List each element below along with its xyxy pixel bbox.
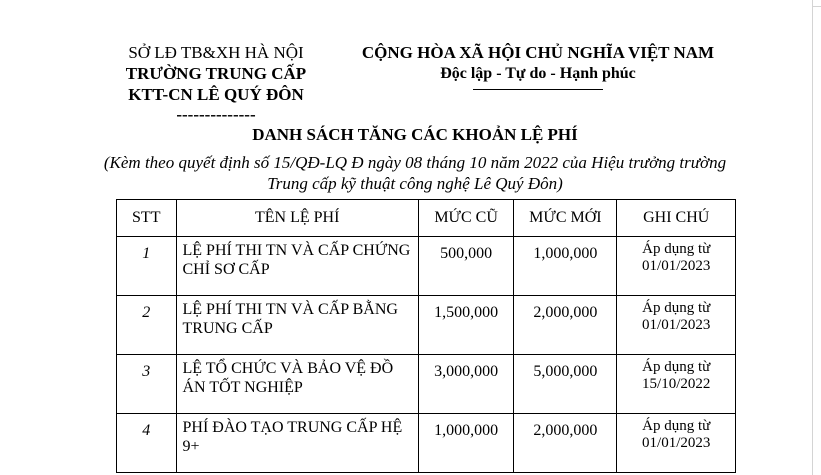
row-fee-name: LỆ PHÍ THI TN VÀ CẤP CHỨNG CHỈ SƠ CẤP: [176, 237, 418, 296]
row-old-rate: 1,000,000: [418, 414, 513, 473]
table-row: [117, 237, 736, 296]
agency-header: [104, 42, 328, 125]
row-stt: 1: [117, 237, 177, 296]
row-stt: 4: [117, 414, 177, 473]
table-row: [117, 355, 736, 414]
row-stt: 2: [117, 296, 177, 355]
table-row: [117, 414, 736, 473]
row-note: Áp dụng từ 01/01/2023: [617, 237, 736, 296]
agency-department: SỞ LĐ TB&XH HÀ NỘI: [128, 43, 304, 62]
row-old-rate: 500,000: [418, 237, 513, 296]
header-note: GHI CHÚ: [617, 200, 736, 237]
row-old-rate: 1,500,000: [418, 296, 513, 355]
header-old-rate: MỨC CŨ: [418, 200, 513, 237]
row-new-rate: 1,000,000: [514, 237, 617, 296]
row-fee-name: LỆ PHÍ THI TN VÀ CẤP BẰNG TRUNG CẤP: [176, 296, 418, 355]
page-edge-line: [812, 0, 813, 475]
row-fee-name: LỆ TỔ CHỨC VÀ BẢO VỆ ĐỒ ÁN TỐT NGHIỆP: [176, 355, 418, 414]
document-title: DANH SÁCH TĂNG CÁC KHOẢN LỆ PHÍ: [252, 125, 578, 144]
row-new-rate: 2,000,000: [514, 414, 617, 473]
table-header-row: [117, 200, 736, 237]
table-row: [117, 296, 736, 355]
row-fee-name: PHÍ ĐÀO TẠO TRUNG CẤP HỆ 9+: [176, 414, 418, 473]
header-separator: --------------: [176, 105, 256, 124]
row-note: Áp dụng từ 15/10/2022: [617, 355, 736, 414]
header-new-rate: MỨC MỚI: [514, 200, 617, 237]
row-note: Áp dụng từ 01/01/2023: [617, 414, 736, 473]
document-subtitle: (Kèm theo quyết định số 15/QĐ-LQ Đ ngày 08 tháng 10 năm 2022 của Hiệu trưởng trường Trung cấp kỹ thuật công nghệ Lê Quý Đôn): [103, 153, 727, 193]
fee-table: [116, 199, 736, 473]
header-stt: STT: [117, 200, 177, 237]
row-new-rate: 2,000,000: [514, 296, 617, 355]
header-fee-name: TÊN LỆ PHÍ: [176, 200, 418, 237]
row-note: Áp dụng từ 01/01/2023: [617, 296, 736, 355]
national-header: [344, 42, 732, 90]
page-corner-mark: [813, 0, 821, 7]
national-title: CỘNG HÒA XÃ HỘI CHỦ NGHĨA VIỆT NAM: [361, 43, 715, 62]
row-old-rate: 3,000,000: [418, 355, 513, 414]
school-name-line2: KTT-CN LÊ QUÝ ĐÔN: [128, 85, 304, 104]
row-new-rate: 5,000,000: [514, 355, 617, 414]
national-motto: Độc lập - Tự do - Hạnh phúc: [440, 65, 636, 82]
motto-underline: [473, 89, 603, 90]
school-name-line1: TRƯỜNG TRUNG CẤP: [125, 64, 307, 83]
row-stt: 3: [117, 355, 177, 414]
